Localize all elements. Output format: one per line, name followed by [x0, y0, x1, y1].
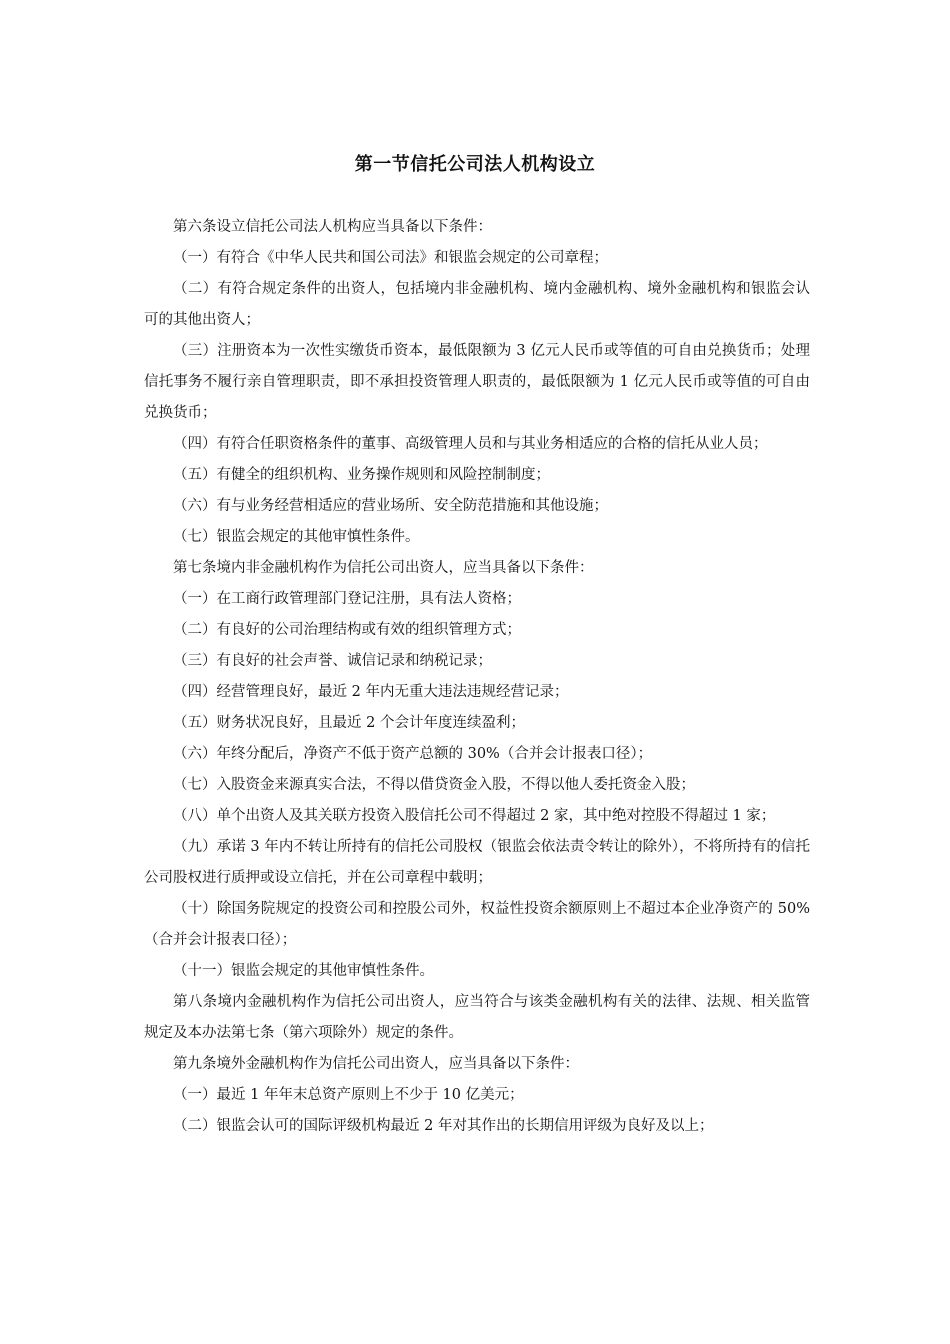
- article-6-item-7: （七）银监会规定的其他审慎性条件。: [173, 529, 420, 545]
- document-body: [144, 212, 810, 1142]
- article-7-item-1: （一）在工商行政管理部门登记注册，具有法人资格；: [173, 591, 521, 607]
- article-6-heading: 第六条设立信托公司法人机构应当具备以下条件：: [173, 219, 492, 235]
- article-7-item-6: （六）年终分配后，净资产不低于资产总额的 30%（合并会计报表口径）；: [173, 746, 653, 762]
- article-7-item-11: （十一）银监会规定的其他审慎性条件。: [173, 963, 434, 979]
- article-6-item-1: （一）有符合《中华人民共和国公司法》和银监会规定的公司章程；: [173, 250, 608, 266]
- article-7-heading: 第七条境内非金融机构作为信托公司出资人，应当具备以下条件：: [173, 560, 594, 576]
- article-8-text: 第八条境内金融机构作为信托公司出资人，应当符合与该类金融机构有关的法律、法规、相关监管规定及本办法第七条（第六项除外）规定的条件。: [144, 994, 810, 1041]
- article-6-item-2: （二）有符合规定条件的出资人，包括境内非金融机构、境内金融机构、境外金融机构和银监会认可的其他出资人；: [144, 281, 810, 328]
- article-6-item-6: （六）有与业务经营相适应的营业场所、安全防范措施和其他设施；: [173, 498, 608, 514]
- article-7-item-2: （二）有良好的公司治理结构或有效的组织管理方式；: [173, 622, 521, 638]
- article-7-item-5: （五）财务状况良好，且最近 2 个会计年度连续盈利；: [173, 715, 525, 731]
- article-7-item-9: （九）承诺 3 年内不转让所持有的信托公司股权（银监会依法责令转让的除外），不将所持有的信托公司股权进行质押或设立信托，并在公司章程中载明；: [144, 839, 810, 886]
- article-6-item-4: （四）有符合任职资格条件的董事、高级管理人员和与其业务相适应的合格的信托从业人员；: [173, 436, 768, 452]
- article-7-item-4: （四）经营管理良好，最近 2 年内无重大违法违规经营记录；: [173, 684, 569, 700]
- article-6-item-3: （三）注册资本为一次性实缴货币资本，最低限额为 3 亿元人民币或等值的可自由兑换货币；处理信托事务不履行亲自管理职责，即不承担投资管理人职责的，最低限额为 1 亿元人民币或等值的可自由兑换货币；: [144, 343, 810, 421]
- article-9-item-2: （二）银监会认可的国际评级机构最近 2 年对其作出的长期信用评级为良好及以上；: [173, 1118, 714, 1134]
- article-7-item-10: （十）除国务院规定的投资公司和控股公司外，权益性投资余额原则上不超过本企业净资产的 50%（合并会计报表口径）；: [144, 901, 810, 948]
- article-9-item-1: （一）最近 1 年年末总资产原则上不少于 10 亿美元；: [173, 1087, 524, 1103]
- article-7-item-7: （七）入股资金来源真实合法，不得以借贷资金入股，不得以他人委托资金入股；: [173, 777, 695, 793]
- article-7-item-3: （三）有良好的社会声誉、诚信记录和纳税记录；: [173, 653, 492, 669]
- article-9-heading: 第九条境外金融机构作为信托公司出资人，应当具备以下条件：: [173, 1056, 579, 1072]
- article-7-item-8: （八）单个出资人及其关联方投资入股信托公司不得超过 2 家，其中绝对控股不得超过 1 家；: [173, 808, 776, 824]
- article-6-item-5: （五）有健全的组织机构、业务操作规则和风险控制制度；: [173, 467, 550, 483]
- section-title: 第一节信托公司法人机构设立: [354, 154, 596, 175]
